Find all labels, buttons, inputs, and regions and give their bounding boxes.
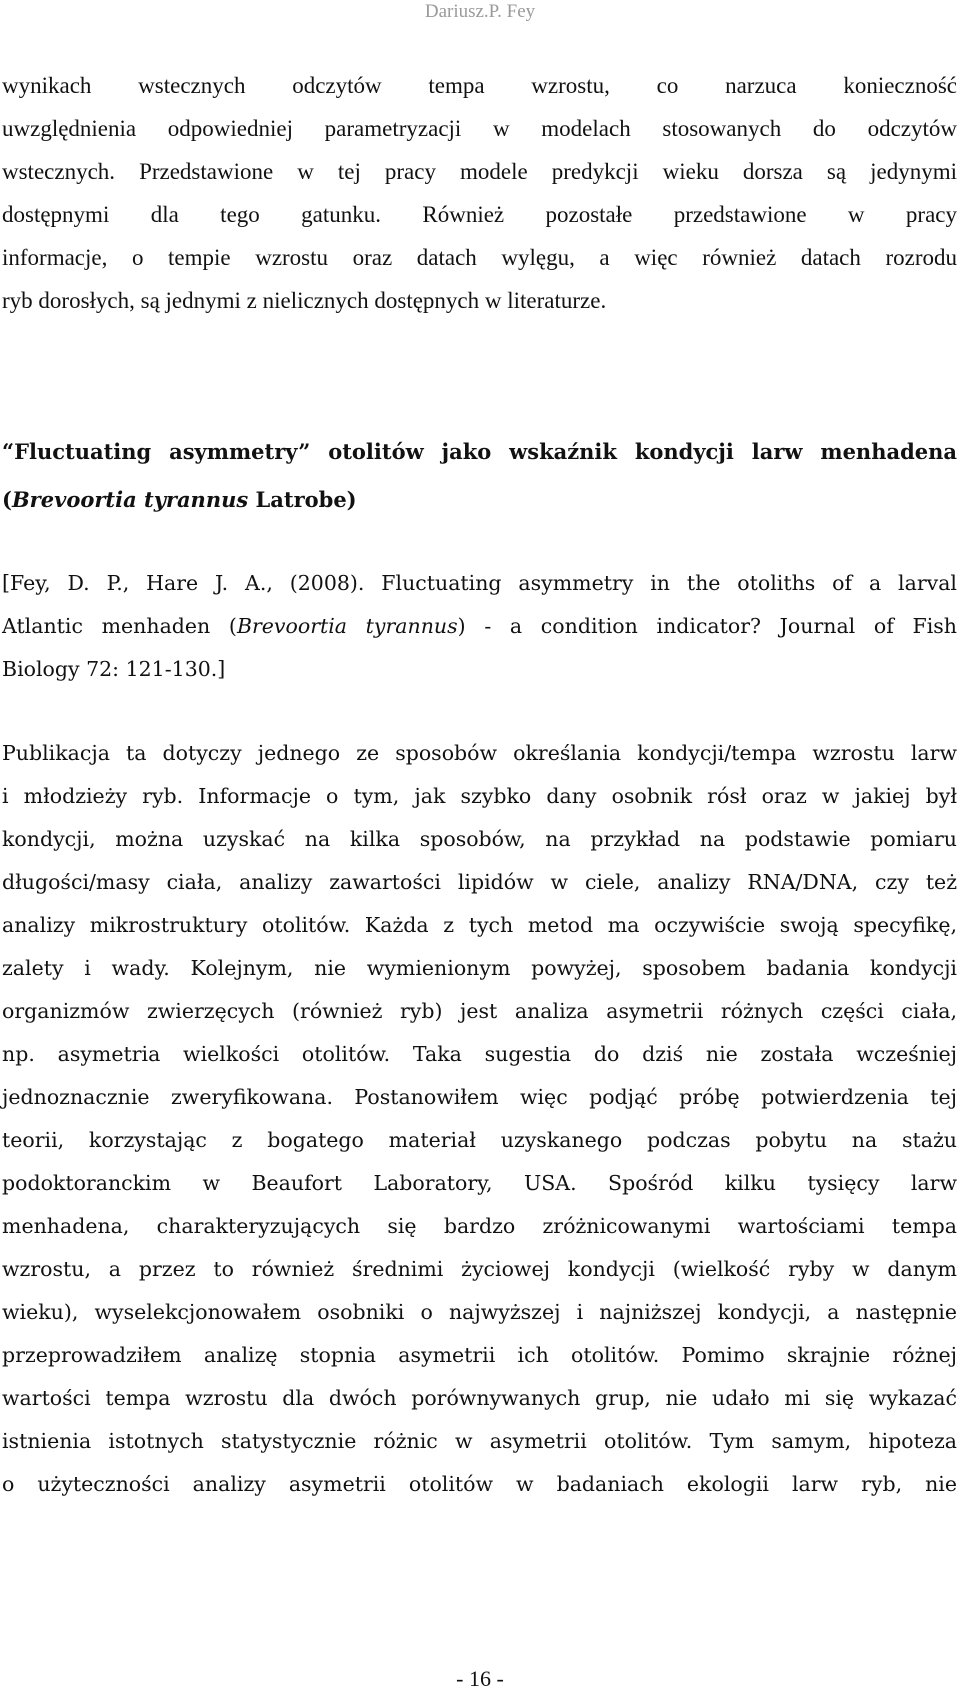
heading-line: “Fluctuating asymmetry” otolitów jako wskaźnik kondycji larw menhadena [2, 439, 957, 464]
text-line: dostępnymi dla tego gatunku. Również pozostałe przedstawione w pracy [2, 202, 957, 227]
text-line: jednoznacznie zweryfikowana. Postanowiłem więc podjąć próbę potwierdzenia tej [2, 1085, 957, 1109]
citation-text: ) - a condition indicator? Journal of Fish [457, 614, 957, 638]
text-line: ryb dorosłych, są jednymi z nielicznych dostępnych w literaturze. [2, 288, 607, 313]
text-line: o użyteczności analizy asymetrii otolitów w badaniach ekologii larw ryb, nie [2, 1472, 957, 1496]
species-name: Brevoortia tyrannus [236, 614, 458, 638]
text-line: Publikacja ta dotyczy jednego ze sposobów określania kondycji/tempa wzrostu larw [2, 741, 957, 765]
text-line: kondycji, można uzyskać na kilka sposobów, na przykład na podstawie pomiaru [2, 827, 957, 851]
page-number: - 16 - [456, 1666, 504, 1691]
citation-line [2, 605, 957, 648]
text-line: przeprowadziłem analizę stopnia asymetrii ich otolitów. Pomimo skrajnie różnej [2, 1343, 957, 1367]
section-heading [2, 428, 957, 524]
text-line: np. asymetria wielkości otolitów. Taka sugestia do dziś nie została wcześniej [2, 1042, 957, 1066]
text-line: wzrostu, a przez to również średnimi życiowej kondycji (wielkość ryby w danym [2, 1257, 957, 1281]
page-header: Dariusz.P. Fey [424, 1, 536, 22]
text-line: wynikach wstecznych odczytów tempa wzrostu, co narzuca konieczność [2, 73, 957, 98]
reference-citation [2, 562, 957, 691]
heading-rest: Latrobe) [248, 487, 357, 512]
citation-line: [Fey, D. P., Hare J. A., (2008). Fluctuating asymmetry in the otoliths of a larval [2, 571, 957, 595]
text-line: uwzględnienia odpowiedniej parametryzacji w modelach stosowanych do odczytów [2, 116, 957, 141]
text-line: analizy mikrostruktury otolitów. Każda z tych metod ma oczywiście swoją specyfikę, [2, 913, 957, 937]
text-line: wartości tempa wzrostu dla dwóch porównywanych grup, nie udało mi się wykazać [2, 1386, 957, 1410]
paragraph-intro [2, 64, 957, 322]
text-line: długości/masy ciała, analizy zawartości lipidów w ciele, analizy RNA/DNA, czy też [2, 870, 957, 894]
text-line: teorii, korzystając z bogatego materiał uzyskanego podczas pobytu na stażu [2, 1128, 957, 1152]
text-line: wstecznych. Przedstawione w tej pracy modele predykcji wieku dorsza są jedynymi [2, 159, 957, 184]
text-line: zalety i wady. Kolejnym, nie wymienionym powyżej, sposobem badania kondycji [2, 956, 957, 980]
text-line: podoktoranckim w Beaufort Laboratory, USA. Spośród kilku tysięcy larw [2, 1171, 957, 1195]
text-line: organizmów zwierzęcych (również ryb) jest analiza asymetrii różnych części ciała, [2, 999, 957, 1023]
citation-text: Atlantic menhaden ( [2, 614, 237, 638]
text-line: wieku), wyselekcjonowałem osobniki o najwyższej i najniższej kondycji, a następnie [2, 1300, 957, 1324]
text-line: menhadena, charakteryzujących się bardzo zróżnicowanymi wartościami tempa [2, 1214, 957, 1238]
text-line: i młodzieży ryb. Informacje o tym, jak szybko dany osobnik rósł oraz w jakiej był [2, 784, 957, 808]
citation-line: Biology 72: 121-130.] [2, 657, 226, 681]
text-line: istnienia istotnych statystycznie różnic w asymetrii otolitów. Tym samym, hipoteza [2, 1429, 957, 1453]
species-name: Brevoortia tyrannus [11, 487, 249, 512]
heading-line [2, 476, 957, 524]
paragraph-body [2, 732, 957, 1506]
heading-paren: ( [2, 487, 12, 512]
text-line: informacje, o tempie wzrostu oraz datach wylęgu, a więc również datach rozrodu [2, 245, 957, 270]
